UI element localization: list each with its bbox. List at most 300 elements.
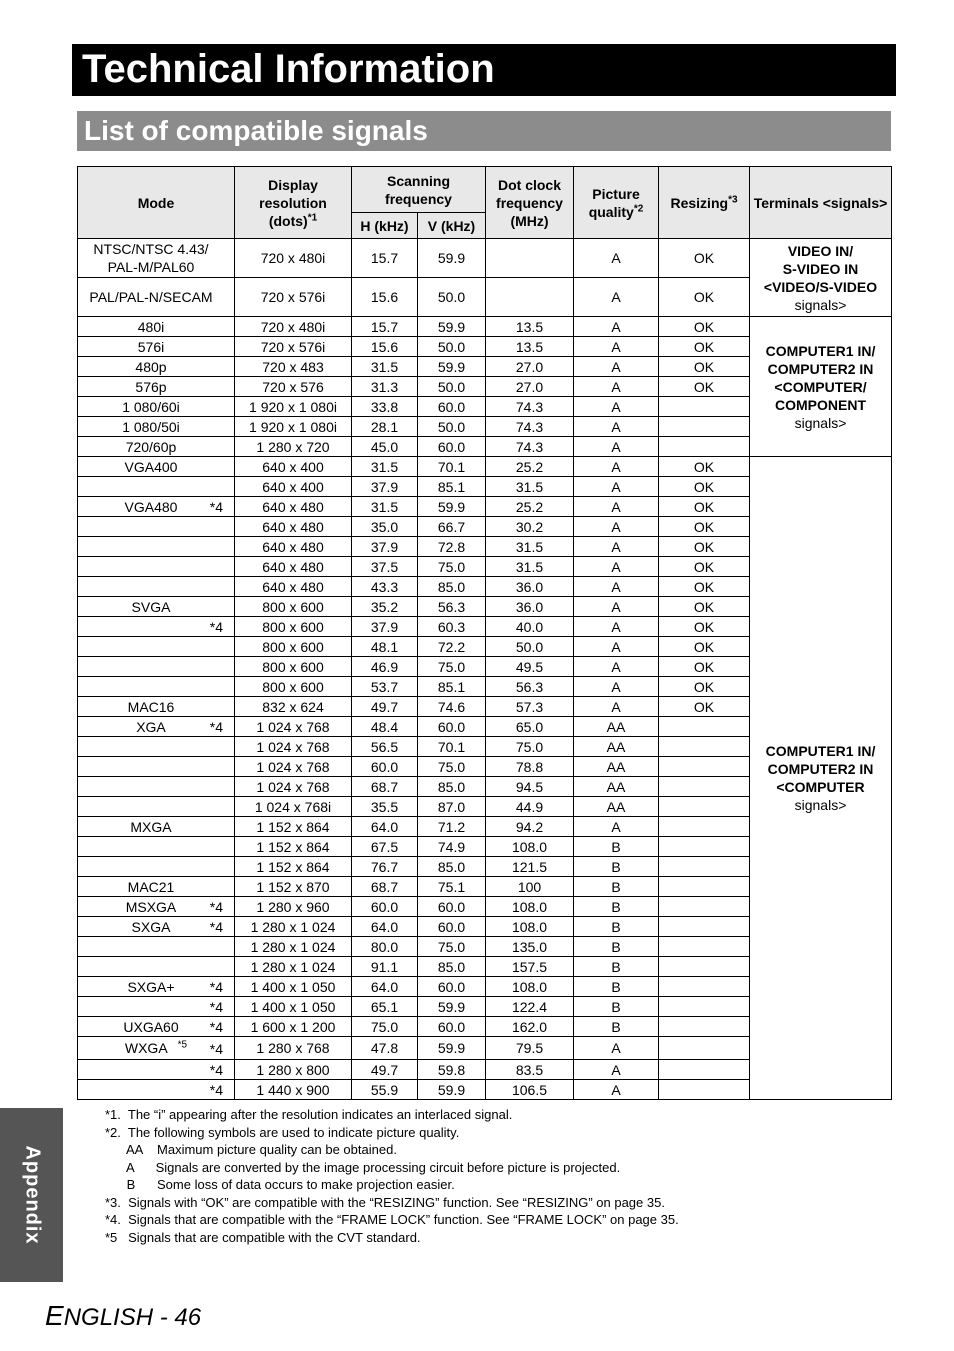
dot-clock-cell: 108.0	[486, 917, 574, 937]
v-freq-cell: 60.0	[418, 897, 486, 917]
resolution-cell: 720 x 576	[235, 377, 352, 397]
header-dots: (dots)	[268, 212, 308, 229]
mode-cell	[78, 1080, 235, 1100]
v-freq-cell: 56.3	[418, 597, 486, 617]
frame-lock-note: *4	[209, 979, 223, 995]
h-freq-cell: 35.0	[352, 517, 418, 537]
dot-clock-cell: 25.2	[486, 457, 574, 477]
section-title: List of compatible signals	[84, 115, 428, 146]
mode-cell	[78, 1037, 235, 1060]
resolution-cell: 800 x 600	[235, 677, 352, 697]
dot-clock-cell: 57.3	[486, 697, 574, 717]
header-resizing-label: Resizing	[670, 194, 729, 211]
v-freq-cell: 70.1	[418, 737, 486, 757]
resizing-cell	[659, 1060, 750, 1080]
mode-cell	[78, 437, 235, 457]
v-freq-cell: 59.9	[418, 239, 486, 278]
resolution-cell: 800 x 600	[235, 597, 352, 617]
page-number-initial: E	[45, 1300, 64, 1331]
dot-clock-cell: 108.0	[486, 837, 574, 857]
resizing-cell: OK	[659, 457, 750, 477]
v-freq-cell: 50.0	[418, 337, 486, 357]
table-row	[78, 317, 892, 337]
resizing-cell: OK	[659, 239, 750, 278]
picture-quality-cell: A	[574, 817, 659, 837]
frame-lock-note: *4	[209, 1041, 223, 1057]
v-freq-cell: 85.0	[418, 777, 486, 797]
mode-name: MAC21	[127, 878, 175, 895]
frame-lock-note: *4	[209, 1019, 223, 1035]
picture-quality-cell: AA	[574, 737, 659, 757]
header-display-resolution	[235, 167, 352, 239]
mode-name: PAL/PAL-N/SECAM	[89, 289, 213, 305]
resolution-cell: 720 x 483	[235, 357, 352, 377]
picture-quality-cell: AA	[574, 757, 659, 777]
header-v-khz: V (kHz)	[418, 213, 486, 239]
h-freq-cell: 31.5	[352, 457, 418, 477]
resolution-cell: 832 x 624	[235, 697, 352, 717]
resolution-cell: 1 024 x 768	[235, 737, 352, 757]
v-freq-cell: 85.1	[418, 477, 486, 497]
picture-quality-cell: A	[574, 657, 659, 677]
resizing-cell: OK	[659, 617, 750, 637]
terminal-line: COMPUTER1 IN/	[765, 342, 876, 359]
mode-cell	[78, 817, 235, 837]
picture-quality-cell: B	[574, 977, 659, 997]
resizing-cell	[659, 917, 750, 937]
h-freq-cell: 28.1	[352, 417, 418, 437]
dot-clock-cell: 135.0	[486, 937, 574, 957]
h-freq-cell: 31.3	[352, 377, 418, 397]
terminal-line: COMPUTER1 IN/	[765, 743, 876, 759]
picture-quality-cell: B	[574, 917, 659, 937]
h-freq-cell: 35.5	[352, 797, 418, 817]
terminal-line: <COMPUTER	[776, 779, 865, 795]
resolution-cell: 640 x 480	[235, 517, 352, 537]
resizing-cell	[659, 997, 750, 1017]
v-freq-cell: 50.0	[418, 377, 486, 397]
h-freq-cell: 64.0	[352, 917, 418, 937]
picture-quality-cell: A	[574, 278, 659, 317]
v-freq-cell: 70.1	[418, 457, 486, 477]
terminals-cell-computer	[750, 457, 892, 1100]
v-freq-cell: 60.0	[418, 977, 486, 997]
mode-cell	[78, 317, 235, 337]
h-freq-cell: 46.9	[352, 657, 418, 677]
v-freq-cell: 85.1	[418, 677, 486, 697]
header-display-resolution-label: Display resolution	[259, 176, 327, 211]
picture-quality-cell: B	[574, 877, 659, 897]
resizing-cell	[659, 797, 750, 817]
header-dots-note: *1	[307, 211, 318, 223]
resolution-cell: 1 152 x 864	[235, 857, 352, 877]
resolution-cell: 640 x 480	[235, 557, 352, 577]
picture-quality-cell: A	[574, 617, 659, 637]
section-title-bar	[77, 111, 891, 151]
picture-quality-cell: B	[574, 857, 659, 877]
resizing-cell: OK	[659, 357, 750, 377]
v-freq-cell: 59.9	[418, 1037, 486, 1060]
h-freq-cell: 64.0	[352, 817, 418, 837]
resizing-cell	[659, 897, 750, 917]
picture-quality-cell: B	[574, 837, 659, 857]
dot-clock-cell: 74.3	[486, 397, 574, 417]
frame-lock-note: *4	[209, 919, 223, 935]
mode-cell	[78, 337, 235, 357]
resolution-cell: 1 280 x 720	[235, 437, 352, 457]
picture-quality-cell: A	[574, 337, 659, 357]
h-freq-cell: 64.0	[352, 977, 418, 997]
mode-name: UXGA60	[123, 1018, 179, 1035]
resizing-cell	[659, 1037, 750, 1060]
terminal-line: <COMPUTER/	[774, 378, 867, 395]
mode-cell	[78, 497, 235, 517]
dot-clock-cell: 83.5	[486, 1060, 574, 1080]
header-h-khz: H (kHz)	[352, 213, 418, 239]
resizing-cell	[659, 977, 750, 997]
v-freq-cell: 74.9	[418, 837, 486, 857]
mode-cell	[78, 837, 235, 857]
page-title: Technical Information	[82, 47, 495, 91]
v-freq-cell: 60.0	[418, 1017, 486, 1037]
mode-name: MSXGA	[125, 898, 177, 915]
v-freq-cell: 75.0	[418, 657, 486, 677]
v-freq-cell: 60.0	[418, 917, 486, 937]
h-freq-cell: 48.1	[352, 637, 418, 657]
resizing-cell: OK	[659, 517, 750, 537]
v-freq-cell: 60.3	[418, 617, 486, 637]
dot-clock-cell: 74.3	[486, 437, 574, 457]
terminals-cell-video	[750, 239, 892, 317]
dot-clock-cell: 78.8	[486, 757, 574, 777]
resolution-cell: 1 280 x 800	[235, 1060, 352, 1080]
h-freq-cell: 80.0	[352, 937, 418, 957]
resizing-cell: OK	[659, 317, 750, 337]
resizing-cell	[659, 1080, 750, 1100]
dot-clock-cell: 27.0	[486, 377, 574, 397]
h-freq-cell: 60.0	[352, 757, 418, 777]
v-freq-cell: 59.9	[418, 997, 486, 1017]
h-freq-cell: 67.5	[352, 837, 418, 857]
resizing-cell	[659, 757, 750, 777]
mode-cell	[78, 278, 235, 317]
v-freq-cell: 85.0	[418, 577, 486, 597]
dot-clock-cell	[486, 278, 574, 317]
resizing-cell: OK	[659, 677, 750, 697]
dot-clock-cell: 27.0	[486, 357, 574, 377]
h-freq-cell: 15.6	[352, 278, 418, 317]
resolution-cell: 1 280 x 1 024	[235, 957, 352, 977]
resolution-cell: 640 x 480	[235, 497, 352, 517]
terminal-line: S-VIDEO IN	[782, 260, 859, 277]
h-freq-cell: 48.4	[352, 717, 418, 737]
terminal-line: signals>	[794, 797, 847, 813]
resolution-cell: 640 x 400	[235, 477, 352, 497]
appendix-label: Appendix	[21, 1145, 43, 1245]
dot-clock-cell: 31.5	[486, 537, 574, 557]
mode-cell	[78, 957, 235, 977]
mode-cell	[78, 597, 235, 617]
mode-cell	[78, 757, 235, 777]
resizing-cell	[659, 777, 750, 797]
mode-cell	[78, 977, 235, 997]
resizing-cell: OK	[659, 497, 750, 517]
mode-cell	[78, 457, 235, 477]
footnotes	[105, 1106, 679, 1246]
resolution-cell: 800 x 600	[235, 637, 352, 657]
resolution-cell: 800 x 600	[235, 657, 352, 677]
appendix-side-tab	[0, 1108, 63, 1282]
picture-quality-cell: AA	[574, 797, 659, 817]
h-freq-cell: 53.7	[352, 677, 418, 697]
resizing-cell: OK	[659, 537, 750, 557]
resizing-cell: OK	[659, 657, 750, 677]
h-freq-cell: 15.7	[352, 317, 418, 337]
resizing-cell: OK	[659, 477, 750, 497]
table-row	[78, 239, 892, 278]
v-freq-cell: 85.0	[418, 957, 486, 977]
picture-quality-cell: A	[574, 597, 659, 617]
v-freq-cell: 59.9	[418, 497, 486, 517]
resizing-cell	[659, 857, 750, 877]
mode-cell	[78, 897, 235, 917]
picture-quality-cell: B	[574, 957, 659, 977]
resizing-cell	[659, 717, 750, 737]
table-body	[78, 239, 892, 1100]
frame-lock-note: *4	[209, 619, 223, 635]
header-picture-quality-label: Picture quality	[588, 185, 640, 220]
resizing-cell	[659, 877, 750, 897]
header-scanning-frequency: Scanning frequency	[352, 167, 486, 213]
picture-quality-cell: A	[574, 637, 659, 657]
resolution-cell: 1 920 x 1 080i	[235, 397, 352, 417]
dot-clock-cell: 49.5	[486, 657, 574, 677]
mode-cell	[78, 657, 235, 677]
dot-clock-cell: 13.5	[486, 317, 574, 337]
resolution-cell: 1 024 x 768i	[235, 797, 352, 817]
frame-lock-note: *4	[209, 1062, 223, 1078]
v-freq-cell: 74.6	[418, 697, 486, 717]
frame-lock-note: *4	[209, 999, 223, 1015]
mode-name: 1 080/50i	[122, 418, 180, 435]
mode-name: XGA	[136, 718, 166, 735]
picture-quality-cell: AA	[574, 777, 659, 797]
picture-quality-cell: A	[574, 697, 659, 717]
v-freq-cell: 87.0	[418, 797, 486, 817]
header-resizing	[659, 167, 750, 239]
h-freq-cell: 75.0	[352, 1017, 418, 1037]
resizing-cell	[659, 437, 750, 457]
mode-name: 1 080/60i	[122, 398, 180, 415]
mode-cvt-note: *5	[177, 1039, 188, 1051]
mode-name: SXGA	[131, 918, 171, 935]
resizing-cell: OK	[659, 637, 750, 657]
v-freq-cell: 72.8	[418, 537, 486, 557]
h-freq-cell: 37.9	[352, 477, 418, 497]
resizing-cell: OK	[659, 377, 750, 397]
h-freq-cell: 49.7	[352, 1060, 418, 1080]
mode-name: VGA480	[124, 498, 178, 515]
page-number	[45, 1300, 201, 1332]
resizing-cell: OK	[659, 337, 750, 357]
h-freq-cell: 37.5	[352, 557, 418, 577]
dot-clock-cell: 36.0	[486, 597, 574, 617]
picture-quality-cell: A	[574, 517, 659, 537]
mode-cell	[78, 717, 235, 737]
picture-quality-cell: A	[574, 577, 659, 597]
mode-name: 480i	[137, 318, 165, 335]
mode-cell	[78, 937, 235, 957]
dot-clock-cell: 108.0	[486, 977, 574, 997]
mode-cell	[78, 537, 235, 557]
resolution-cell: 1 280 x 768	[235, 1037, 352, 1060]
h-freq-cell: 65.1	[352, 997, 418, 1017]
mode-cell	[78, 477, 235, 497]
h-freq-cell: 76.7	[352, 857, 418, 877]
dot-clock-cell: 65.0	[486, 717, 574, 737]
h-freq-cell: 15.6	[352, 337, 418, 357]
footnote-line: *1. The “i” appearing after the resolution indicates an interlaced signal.	[105, 1107, 513, 1122]
mode-cell	[78, 1017, 235, 1037]
resizing-cell	[659, 1017, 750, 1037]
picture-quality-cell: A	[574, 397, 659, 417]
h-freq-cell: 47.8	[352, 1037, 418, 1060]
compatible-signals-table	[77, 166, 892, 1100]
v-freq-cell: 59.9	[418, 1080, 486, 1100]
v-freq-cell: 72.2	[418, 637, 486, 657]
mode-name: 480p	[135, 358, 167, 375]
dot-clock-cell: 30.2	[486, 517, 574, 537]
v-freq-cell: 59.9	[418, 357, 486, 377]
resizing-cell	[659, 957, 750, 977]
resizing-cell	[659, 837, 750, 857]
picture-quality-cell: AA	[574, 717, 659, 737]
footnote-line: AA Maximum picture quality can be obtained.	[105, 1142, 397, 1157]
h-freq-cell: 56.5	[352, 737, 418, 757]
h-freq-cell: 15.7	[352, 239, 418, 278]
resolution-cell: 1 280 x 960	[235, 897, 352, 917]
resizing-cell	[659, 937, 750, 957]
h-freq-cell: 31.5	[352, 357, 418, 377]
frame-lock-note: *4	[209, 1082, 223, 1098]
dot-clock-cell: 75.0	[486, 737, 574, 757]
dot-clock-cell: 157.5	[486, 957, 574, 977]
h-freq-cell: 45.0	[352, 437, 418, 457]
resolution-cell: 640 x 480	[235, 537, 352, 557]
v-freq-cell: 59.8	[418, 1060, 486, 1080]
mode-cell	[78, 637, 235, 657]
picture-quality-cell: A	[574, 357, 659, 377]
resizing-cell	[659, 417, 750, 437]
resolution-cell: 1 400 x 1 050	[235, 977, 352, 997]
picture-quality-cell: A	[574, 1060, 659, 1080]
mode-cell	[78, 357, 235, 377]
v-freq-cell: 75.0	[418, 557, 486, 577]
dot-clock-cell: 162.0	[486, 1017, 574, 1037]
footnote-line: *3. Signals with “OK” are compatible with the “RESIZING” function. See “RESIZING” on page 35.	[105, 1194, 665, 1210]
mode-cell	[78, 1060, 235, 1080]
dot-clock-cell: 100	[486, 877, 574, 897]
v-freq-cell: 66.7	[418, 517, 486, 537]
mode-name: 720/60p	[125, 438, 177, 455]
resizing-cell	[659, 817, 750, 837]
frame-lock-note: *4	[209, 499, 223, 515]
resolution-cell: 800 x 600	[235, 617, 352, 637]
footnote-line: *2. The following symbols are used to indicate picture quality.	[105, 1124, 460, 1140]
table-row	[78, 457, 892, 477]
page-number-text: NGLISH - 46	[63, 1304, 202, 1331]
dot-clock-cell: 121.5	[486, 857, 574, 877]
picture-quality-cell: B	[574, 937, 659, 957]
resolution-cell: 1 280 x 1 024	[235, 937, 352, 957]
footnote-line: *4. Signals that are compatible with the “FRAME LOCK” function. See “FRAME LOCK” on page 35.	[105, 1212, 679, 1227]
footnote-line: A Signals are converted by the image processing circuit before picture is projected.	[105, 1159, 621, 1175]
h-freq-cell: 35.2	[352, 597, 418, 617]
dot-clock-cell: 106.5	[486, 1080, 574, 1100]
resizing-cell: OK	[659, 697, 750, 717]
resizing-cell: OK	[659, 278, 750, 317]
mode-cell	[78, 239, 235, 278]
picture-quality-cell: A	[574, 677, 659, 697]
mode-cell	[78, 617, 235, 637]
dot-clock-cell: 74.3	[486, 417, 574, 437]
picture-quality-cell: B	[574, 897, 659, 917]
mode-cell	[78, 577, 235, 597]
dot-clock-cell: 25.2	[486, 497, 574, 517]
mode-cell	[78, 377, 235, 397]
v-freq-cell: 60.0	[418, 717, 486, 737]
dot-clock-cell: 13.5	[486, 337, 574, 357]
dot-clock-cell: 31.5	[486, 477, 574, 497]
dot-clock-cell: 36.0	[486, 577, 574, 597]
terminal-line: signals>	[794, 296, 847, 313]
h-freq-cell: 43.3	[352, 577, 418, 597]
picture-quality-cell: A	[574, 537, 659, 557]
frame-lock-note: *4	[209, 719, 223, 735]
picture-quality-cell: A	[574, 1080, 659, 1100]
resolution-cell: 1 024 x 768	[235, 777, 352, 797]
v-freq-cell: 59.9	[418, 317, 486, 337]
picture-quality-cell: A	[574, 557, 659, 577]
terminals-cell-component	[750, 317, 892, 457]
mode-name: WXGA	[124, 1040, 168, 1056]
mode-cell	[78, 857, 235, 877]
h-freq-cell: 68.7	[352, 877, 418, 897]
resolution-cell: 640 x 400	[235, 457, 352, 477]
dot-clock-cell: 50.0	[486, 637, 574, 657]
h-freq-cell: 91.1	[352, 957, 418, 977]
h-freq-cell: 68.7	[352, 777, 418, 797]
v-freq-cell: 50.0	[418, 417, 486, 437]
picture-quality-cell: A	[574, 497, 659, 517]
terminal-line: <VIDEO/S-VIDEO	[763, 278, 878, 295]
resolution-cell: 1 920 x 1 080i	[235, 417, 352, 437]
resolution-cell: 720 x 480i	[235, 239, 352, 278]
footnote-line: *5 Signals that are compatible with the CVT standard.	[105, 1229, 421, 1245]
dot-clock-cell: 56.3	[486, 677, 574, 697]
h-freq-cell: 37.9	[352, 617, 418, 637]
picture-quality-cell: A	[574, 1037, 659, 1060]
picture-quality-cell: A	[574, 377, 659, 397]
header-resizing-note: *3	[728, 193, 738, 205]
mode-name: SVGA	[131, 598, 171, 615]
resolution-cell: 1 024 x 768	[235, 757, 352, 777]
dot-clock-cell: 94.5	[486, 777, 574, 797]
picture-quality-cell: B	[574, 997, 659, 1017]
picture-quality-cell: A	[574, 317, 659, 337]
picture-quality-cell: A	[574, 437, 659, 457]
mode-name: VGA400	[124, 458, 178, 475]
